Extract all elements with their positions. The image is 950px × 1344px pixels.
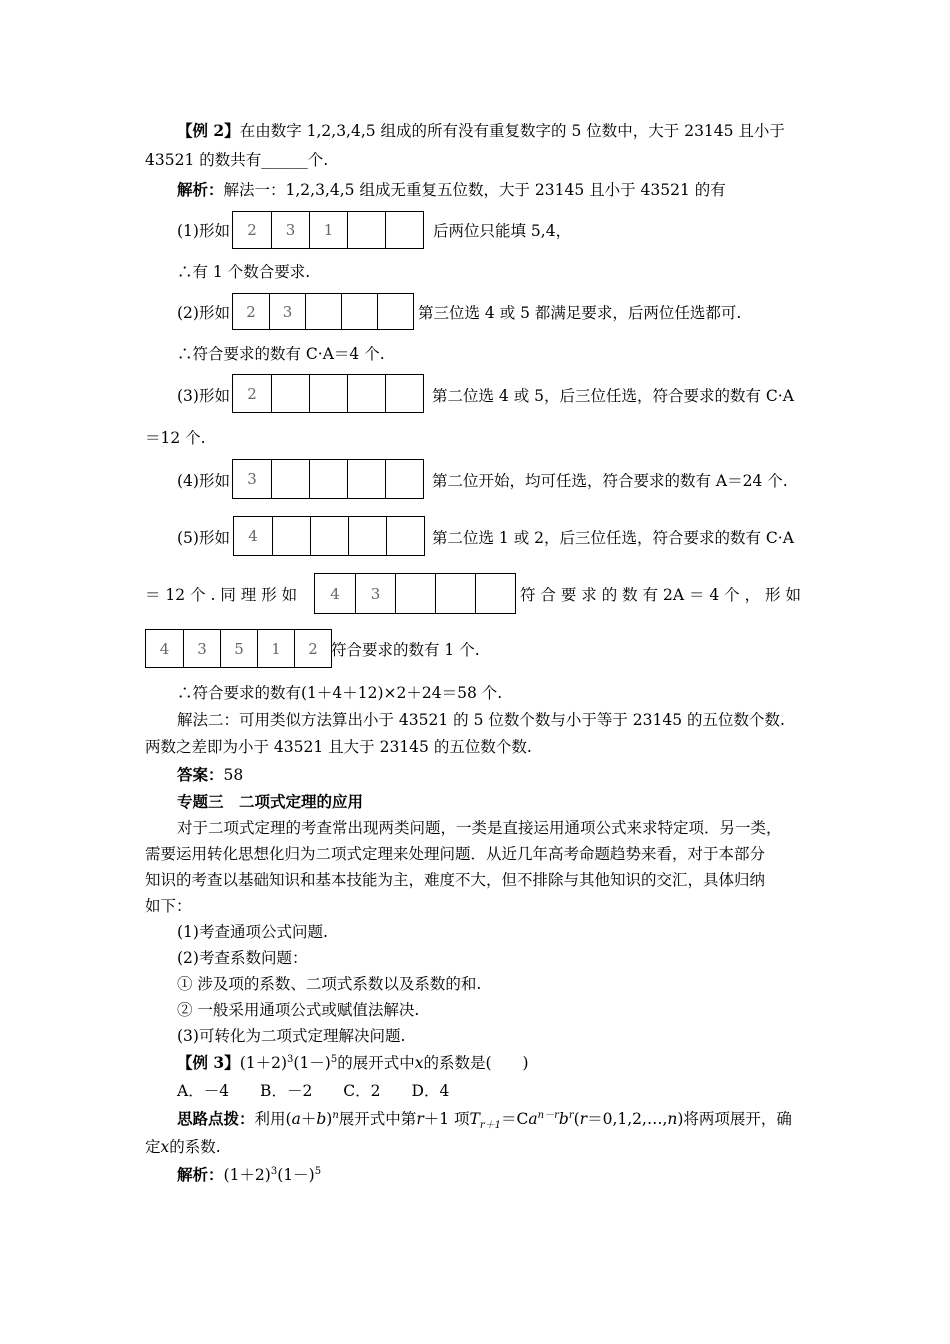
case1-digit-boxes — [232, 211, 424, 249]
total-conclusion: ∴符合要求的数有(1＋4＋12)×2＋24＝58 个. — [177, 684, 503, 702]
exponent: 3 — [270, 1165, 278, 1177]
case2-conclusion: ∴符合要求的数有 C·A＝4 个. — [177, 345, 385, 363]
hint-part: T — [469, 1110, 480, 1128]
digit-box — [271, 460, 309, 498]
case2-label: (2)形如 — [177, 304, 230, 322]
digit-box — [272, 517, 310, 555]
expr-part: (1＋2) — [223, 1166, 271, 1184]
case1-after-text: 后两位只能填 5,4， — [433, 222, 572, 240]
digit-box: 3 — [183, 630, 220, 667]
example2-question-line2: 43521 的数共有______个. — [145, 151, 329, 169]
digit-box — [305, 294, 341, 329]
method2-line2: 两数之差即为小于 43521 且大于 23145 的五位数个数. — [145, 738, 532, 756]
digit-box — [271, 375, 309, 412]
topic3-title: 专题三 二项式定理的应用 — [177, 792, 364, 811]
digit-box: 2 — [294, 630, 331, 667]
topic3-list-item: (3)可转化为二项式定理解决问题. — [177, 1027, 406, 1045]
hint-part: r — [416, 1110, 424, 1128]
digit-box: 2 — [247, 384, 257, 403]
hint-part: 的系数. — [169, 1138, 221, 1156]
digit-box: 4 — [330, 584, 340, 603]
expr-part: (1＋2) — [239, 1054, 288, 1072]
hint-part: ＝0,1,2,…, — [587, 1110, 668, 1128]
variable-x: x — [160, 1138, 170, 1156]
case5-after-text: 第二位选 1 或 2，后三位任选，符合要求的数有 C·A — [432, 529, 794, 547]
hint-part: b — [558, 1110, 569, 1128]
example3-solution — [177, 1165, 321, 1185]
topic3-para-line3: 知识的考查以基础知识和基本技能为主，难度不大，但不排除与其他知识的交汇，具体归纳 — [145, 871, 766, 889]
topic3-list-item: ① 涉及项的系数、二项式系数以及系数的和. — [177, 975, 482, 993]
expr-part: 的系数是( ) — [423, 1054, 529, 1072]
case5-continuation-a: ＝ 12 个 . 同 理 形 如 — [145, 586, 298, 604]
topic3-list-item: (1)考查通项公式问题. — [177, 923, 328, 941]
case2-digit-boxes — [232, 293, 414, 330]
case3-digit-boxes — [232, 374, 424, 413]
hint-line2 — [145, 1137, 221, 1157]
hint-part: 展开式中第 — [338, 1110, 417, 1128]
hint-line1 — [177, 1109, 792, 1132]
case5-continuation-c: 符合要求的数有 1 个. — [331, 641, 480, 659]
digit-box — [475, 574, 515, 613]
topic3-para-line4: 如下： — [145, 897, 192, 915]
digit-box — [347, 375, 385, 412]
exponent: 5 — [330, 1053, 338, 1065]
exponent: r — [568, 1109, 574, 1121]
digit-box — [435, 574, 475, 613]
variable-x: x — [414, 1054, 424, 1072]
digit-box — [377, 294, 413, 329]
digit-box: 4 — [248, 527, 258, 545]
subscript: r＋1 — [479, 1120, 502, 1132]
case5-label: (5)形如 — [177, 529, 230, 547]
case5-digit-boxes-2 — [314, 573, 516, 614]
example3-tag: 【例 3】 — [177, 1053, 240, 1072]
case4-after-text: 第二位开始，均可任选，符合要求的数有 A＝24 个. — [432, 472, 788, 490]
example2-solution-intro — [177, 180, 726, 200]
case1-label: (1)形如 — [177, 222, 230, 240]
case4-digit-boxes — [232, 459, 424, 499]
answer-line — [177, 765, 243, 785]
expr-part: (1－) — [293, 1054, 331, 1072]
answer-label: 答案： — [177, 765, 224, 784]
example2-question-line1 — [177, 121, 785, 141]
digit-box — [348, 517, 386, 555]
digit-box: 5 — [220, 630, 257, 667]
hint-part: ＝C — [501, 1110, 529, 1128]
hint-part: )将两项展开，确 — [677, 1110, 792, 1128]
topic3-list-item: ② 一般采用通项公式或赋值法解决. — [177, 1001, 420, 1019]
case3-after-text: 第二位选 4 或 5，后三位任选，符合要求的数有 C·A — [432, 387, 794, 405]
expr-part: (1－) — [277, 1166, 315, 1184]
exponent: 5 — [314, 1165, 322, 1177]
solution-label: 解析： — [177, 1165, 224, 1184]
digit-box — [347, 460, 385, 498]
digit-box — [341, 294, 377, 329]
digit-box — [385, 460, 423, 498]
hint-part: ( — [573, 1110, 580, 1128]
case5-digit-boxes — [233, 516, 425, 556]
case4-label: (4)形如 — [177, 472, 230, 490]
exponent: n－r — [537, 1109, 559, 1121]
case3-label: (3)形如 — [177, 387, 230, 405]
hint-part: ) — [326, 1110, 333, 1128]
digit-box: 3 — [271, 212, 309, 248]
example2-question-text1: 在由数字 1,2,3,4,5 组成的所有没有重复数字的 5 位数中，大于 23145 且小于 — [239, 122, 785, 140]
digit-box: 2 — [247, 221, 257, 239]
digit-box — [385, 375, 423, 412]
exponent: 3 — [287, 1053, 294, 1065]
hint-label: 思路点拨： — [177, 1109, 255, 1128]
case2-after-text: 第三位选 4 或 5 都满足要求，后两位任选都可. — [418, 304, 742, 322]
digit-box: 3 — [355, 574, 395, 613]
hint-part: b — [316, 1110, 327, 1128]
solution-label: 解析： — [177, 180, 224, 199]
case3-continuation: ＝12 个. — [145, 429, 206, 447]
topic3-para-line1: 对于二项式定理的考查常出现两类问题，一类是直接运用通项公式来求特定项．另一类， — [177, 819, 782, 837]
hint-part: a — [528, 1110, 538, 1128]
example3-options: A．－4 B．－2 C．2 D．4 — [177, 1082, 450, 1100]
topic3-para-line2: 需要运用转化思想化归为二项式定理来处理问题．从近几年高考命题趋势来看，对于本部分 — [145, 845, 766, 863]
digit-box — [309, 460, 347, 498]
case1-conclusion: ∴有 1 个数合要求. — [177, 263, 311, 281]
digit-box — [347, 212, 385, 248]
case5-continuation-b: 符 合 要 求 的 数 有 2A ＝ 4 个 ， 形 如 — [520, 586, 801, 604]
hint-part: n — [667, 1110, 678, 1128]
digit-box: 1 — [257, 630, 294, 667]
digit-box — [386, 517, 424, 555]
method2-line1: 解法二：可用类似方法算出小于 43521 的 5 位数个数与小于等于 23145 的五位数个数. — [177, 711, 785, 729]
digit-box — [385, 212, 423, 248]
hint-part: a — [291, 1110, 301, 1128]
hint-part: r — [579, 1110, 588, 1128]
expr-part: 的展开式中 — [337, 1054, 415, 1072]
digit-box: 3 — [269, 294, 305, 329]
digit-box — [395, 574, 435, 613]
hint-part: ＋1 项 — [423, 1110, 470, 1128]
answer-value: 58 — [223, 766, 244, 784]
hint-part: 定 — [145, 1138, 161, 1156]
digit-box: 4 — [159, 639, 170, 658]
example3-question — [177, 1053, 529, 1073]
digit-box: 2 — [246, 302, 256, 321]
hint-part: ＋ — [300, 1110, 317, 1128]
hint-part: 利用( — [254, 1110, 292, 1128]
case5-digit-boxes-3 — [145, 629, 332, 668]
example2-tag: 【例 2】 — [177, 121, 240, 140]
topic3-list-item: (2)考查系数问题： — [177, 949, 308, 967]
solution-intro-text: 解法一：1,2,3,4,5 组成无重复五位数，大于 23145 且小于 43521 的有 — [223, 181, 726, 199]
digit-box: 3 — [247, 470, 257, 488]
digit-box: 1 — [309, 212, 347, 248]
exponent: n — [332, 1109, 339, 1121]
digit-box — [309, 375, 347, 412]
digit-box — [310, 517, 348, 555]
